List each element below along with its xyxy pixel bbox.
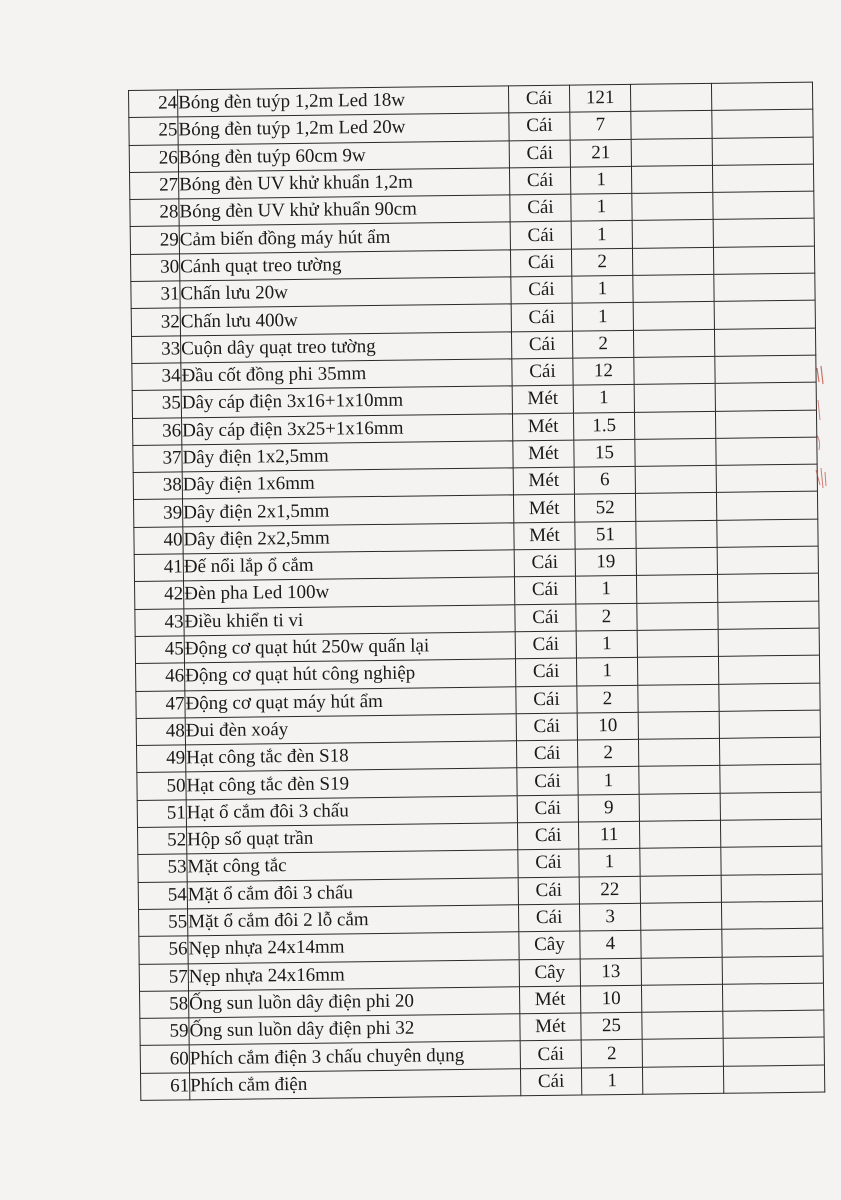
- item-quantity: 7: [570, 112, 631, 140]
- item-quantity: 121: [569, 84, 630, 112]
- empty-cell: [722, 983, 823, 1012]
- empty-cell: [639, 793, 720, 821]
- item-name: Nẹp nhựa 24x16mm: [188, 959, 519, 990]
- row-number: 42: [135, 581, 184, 609]
- item-unit: Cái: [509, 140, 570, 168]
- item-name: Phích cắm điện: [190, 1068, 521, 1099]
- item-quantity: 2: [577, 685, 638, 713]
- item-name: Bóng đèn tuýp 1,2m Led 18w: [178, 86, 509, 117]
- item-quantity: 2: [581, 1040, 642, 1068]
- empty-cell: [640, 902, 721, 930]
- item-name: Dây điện 1x6mm: [182, 468, 513, 499]
- item-name: Động cơ quạt hút 250w quấn lại: [184, 632, 515, 663]
- row-number: 46: [136, 663, 185, 691]
- item-quantity: 11: [578, 821, 639, 849]
- item-quantity: 1: [576, 630, 637, 658]
- item-name: Nẹp nhựa 24x14mm: [188, 932, 519, 963]
- item-quantity: 13: [580, 958, 641, 986]
- empty-cell: [631, 165, 712, 193]
- empty-cell: [722, 956, 823, 985]
- row-number: 57: [139, 963, 188, 991]
- row-number: 54: [138, 881, 187, 909]
- item-name: Dây điện 2x2,5mm: [183, 523, 514, 554]
- empty-cell: [712, 164, 813, 193]
- item-quantity: 1: [579, 849, 640, 877]
- item-name: Mặt ổ cắm đôi 3 chấu: [187, 877, 518, 908]
- item-unit: Cái: [517, 767, 578, 795]
- item-quantity: 19: [575, 548, 636, 576]
- item-quantity: 1: [571, 221, 632, 249]
- item-name: Bóng đèn tuýp 1,2m Led 20w: [178, 113, 509, 144]
- item-quantity: 4: [580, 931, 641, 959]
- empty-cell: [719, 737, 820, 766]
- item-name: Bóng đèn UV khử khuẩn 90cm: [179, 195, 510, 226]
- empty-cell: [638, 711, 719, 739]
- empty-cell: [638, 684, 719, 712]
- empty-cell: [637, 657, 718, 685]
- item-unit: Cái: [518, 877, 579, 905]
- row-number: 33: [132, 336, 181, 364]
- row-number: 40: [134, 527, 183, 555]
- item-name: Động cơ quạt hút công nghiệp: [185, 659, 516, 690]
- item-quantity: 1: [576, 658, 637, 686]
- item-unit: Cây: [519, 959, 580, 987]
- row-number: 39: [134, 499, 183, 527]
- item-quantity: 1: [571, 194, 632, 222]
- item-unit: Mét: [513, 467, 574, 495]
- item-name: Hạt công tắc đèn S18: [186, 741, 517, 772]
- item-name: Phích cắm điện 3 chấu chuyên dụng: [189, 1041, 520, 1072]
- empty-cell: [641, 957, 722, 985]
- empty-cell: [636, 575, 717, 603]
- empty-cell: [720, 819, 821, 848]
- item-name: Ống sun luồn dây điện phi 20: [189, 987, 520, 1018]
- item-quantity: 1: [575, 576, 636, 604]
- empty-cell: [714, 328, 815, 357]
- item-quantity: 1: [570, 166, 631, 194]
- item-quantity: 1: [572, 303, 633, 331]
- item-quantity: 1: [578, 767, 639, 795]
- empty-cell: [635, 438, 716, 466]
- item-unit: Cái: [516, 740, 577, 768]
- row-number: 28: [130, 199, 179, 227]
- item-name: Hộp số quạt trần: [187, 823, 518, 854]
- item-name: Động cơ quạt máy hút ẩm: [185, 686, 516, 717]
- item-name: Cuộn dây quạt treo tường: [181, 332, 512, 363]
- item-unit: Cái: [511, 331, 572, 359]
- item-unit: Cây: [519, 931, 580, 959]
- item-name: Dây điện 1x2,5mm: [182, 441, 513, 472]
- empty-cell: [717, 573, 818, 602]
- row-number: 36: [133, 417, 182, 445]
- row-number: 49: [137, 745, 186, 773]
- empty-cell: [716, 437, 817, 466]
- empty-cell: [632, 193, 713, 221]
- empty-cell: [633, 329, 714, 357]
- empty-cell: [634, 356, 715, 384]
- row-number: 48: [136, 718, 185, 746]
- empty-cell: [723, 1010, 824, 1039]
- empty-cell: [634, 411, 715, 439]
- row-number: 31: [131, 281, 180, 309]
- empty-cell: [637, 602, 718, 630]
- row-number: 30: [131, 254, 180, 282]
- item-unit: Cái: [514, 576, 575, 604]
- item-unit: Cái: [515, 604, 576, 632]
- item-unit: Cái: [510, 249, 571, 277]
- empty-cell: [714, 273, 815, 302]
- empty-cell: [642, 1039, 723, 1067]
- empty-cell: [720, 792, 821, 821]
- row-number: 53: [138, 854, 187, 882]
- empty-cell: [723, 1037, 824, 1066]
- item-quantity: 51: [575, 521, 636, 549]
- item-unit: Cái: [517, 795, 578, 823]
- item-name: Chấn lưu 400w: [180, 304, 511, 335]
- row-number: 25: [129, 117, 178, 145]
- item-name: Bóng đèn tuýp 60cm 9w: [178, 140, 509, 171]
- row-number: 50: [137, 772, 186, 800]
- item-unit: Mét: [513, 495, 574, 523]
- row-number: 35: [132, 390, 181, 418]
- empty-cell: [723, 1065, 824, 1094]
- item-name: Hạt công tắc đèn S19: [186, 768, 517, 799]
- item-unit: Cái: [516, 713, 577, 741]
- empty-cell: [713, 219, 814, 248]
- item-quantity: 3: [579, 903, 640, 931]
- item-name: Dây cáp điện 3x25+1x16mm: [182, 413, 513, 444]
- item-unit: Cái: [518, 904, 579, 932]
- item-quantity: 1: [572, 275, 633, 303]
- row-number: 43: [135, 608, 184, 636]
- item-unit: Cái: [518, 849, 579, 877]
- item-quantity: 10: [577, 712, 638, 740]
- empty-cell: [631, 111, 712, 139]
- empty-cell: [634, 384, 715, 412]
- empty-cell: [641, 930, 722, 958]
- item-quantity: 9: [578, 794, 639, 822]
- item-quantity: 1: [581, 1067, 642, 1095]
- item-unit: Cái: [511, 303, 572, 331]
- item-name: Ống sun luồn dây điện phi 32: [189, 1014, 520, 1045]
- item-name: Đế nổi lắp ổ cắm: [183, 550, 514, 581]
- empty-cell: [640, 848, 721, 876]
- empty-cell: [713, 246, 814, 275]
- item-quantity: 12: [573, 357, 634, 385]
- empty-cell: [633, 274, 714, 302]
- item-quantity: 21: [570, 139, 631, 167]
- empty-cell: [632, 220, 713, 248]
- item-unit: Cái: [515, 658, 576, 686]
- item-unit: Mét: [512, 413, 573, 441]
- empty-cell: [639, 820, 720, 848]
- row-number: 37: [133, 445, 182, 473]
- row-number: 51: [137, 800, 186, 828]
- item-name: Hạt ổ cắm đôi 3 chấu: [186, 796, 517, 827]
- empty-cell: [715, 355, 816, 384]
- item-name: Dây cáp điện 3x16+1x10mm: [181, 386, 512, 417]
- empty-cell: [719, 683, 820, 712]
- item-unit: Mét: [519, 986, 580, 1014]
- item-name: Điều khiển ti vi: [184, 604, 515, 635]
- item-name: Cảm biến đồng máy hút ẩm: [179, 222, 510, 253]
- row-number: 34: [132, 363, 181, 391]
- empty-cell: [721, 846, 822, 875]
- margin-handwriting-marks: [811, 360, 833, 510]
- item-unit: Cái: [508, 85, 569, 113]
- row-number: 47: [136, 690, 185, 718]
- row-number: 52: [138, 827, 187, 855]
- empty-cell: [712, 109, 813, 138]
- empty-cell: [640, 875, 721, 903]
- empty-cell: [718, 655, 819, 684]
- item-name: Chấn lưu 20w: [180, 277, 511, 308]
- empty-cell: [637, 629, 718, 657]
- item-quantity: 1.5: [573, 412, 634, 440]
- item-unit: Cái: [510, 194, 571, 222]
- row-number: 26: [129, 144, 178, 172]
- item-name: Đèn pha Led 100w: [184, 577, 515, 608]
- row-number: 60: [140, 1045, 189, 1073]
- empty-cell: [717, 546, 818, 575]
- empty-cell: [642, 1066, 723, 1094]
- row-number: 29: [130, 226, 179, 254]
- item-name: Mặt ổ cắm đôi 2 lỗ cắm: [188, 905, 519, 936]
- empty-cell: [718, 628, 819, 657]
- empty-cell: [641, 984, 722, 1012]
- empty-cell: [715, 382, 816, 411]
- item-quantity: 2: [572, 330, 633, 358]
- row-number: 56: [139, 936, 188, 964]
- empty-cell: [716, 492, 817, 521]
- item-quantity: 1: [573, 385, 634, 413]
- item-unit: Cái: [520, 1040, 581, 1068]
- item-unit: Mét: [513, 440, 574, 468]
- empty-cell: [714, 300, 815, 329]
- empty-cell: [722, 928, 823, 957]
- empty-cell: [715, 410, 816, 439]
- item-unit: Mét: [520, 1013, 581, 1041]
- item-unit: Mét: [514, 522, 575, 550]
- empty-cell: [631, 138, 712, 166]
- materials-table: [128, 82, 825, 1101]
- item-name: Bóng đèn UV khử khuẩn 1,2m: [179, 168, 510, 199]
- materials-table-body: [129, 82, 825, 1100]
- item-unit: Mét: [512, 385, 573, 413]
- item-unit: Cái: [517, 822, 578, 850]
- row-number: 61: [141, 1073, 190, 1101]
- empty-cell: [721, 901, 822, 930]
- empty-cell: [630, 83, 711, 111]
- row-number: 32: [131, 308, 180, 336]
- empty-cell: [712, 137, 813, 166]
- item-name: Cánh quạt treo tường: [180, 250, 511, 281]
- item-quantity: 52: [574, 494, 635, 522]
- item-unit: Cái: [514, 549, 575, 577]
- row-number: 58: [140, 991, 189, 1019]
- empty-cell: [633, 302, 714, 330]
- item-name: Dây điện 2x1,5mm: [183, 495, 514, 526]
- item-name: Đầu cốt đồng phi 35mm: [181, 359, 512, 390]
- item-unit: Cái: [509, 112, 570, 140]
- empty-cell: [720, 765, 821, 794]
- item-unit: Cái: [509, 167, 570, 195]
- empty-cell: [636, 520, 717, 548]
- empty-cell: [638, 738, 719, 766]
- row-number: 59: [140, 1018, 189, 1046]
- item-name: Đui đèn xoáy: [185, 714, 516, 745]
- item-quantity: 2: [577, 739, 638, 767]
- item-quantity: 2: [576, 603, 637, 631]
- item-quantity: 22: [579, 876, 640, 904]
- item-unit: Cái: [520, 1068, 581, 1096]
- item-unit: Cái: [512, 358, 573, 386]
- empty-cell: [721, 874, 822, 903]
- row-number: 55: [139, 909, 188, 937]
- empty-cell: [719, 710, 820, 739]
- row-number: 41: [134, 554, 183, 582]
- empty-cell: [716, 464, 817, 493]
- item-quantity: 6: [574, 466, 635, 494]
- item-unit: Cái: [510, 222, 571, 250]
- item-unit: Cái: [515, 631, 576, 659]
- row-number: 24: [129, 90, 178, 118]
- row-number: 45: [135, 636, 184, 664]
- item-unit: Cái: [516, 686, 577, 714]
- empty-cell: [711, 82, 812, 111]
- item-quantity: 2: [571, 248, 632, 276]
- row-number: 27: [130, 172, 179, 200]
- empty-cell: [718, 601, 819, 630]
- empty-cell: [642, 1011, 723, 1039]
- empty-cell: [635, 493, 716, 521]
- empty-cell: [639, 766, 720, 794]
- empty-cell: [635, 465, 716, 493]
- item-unit: Cái: [511, 276, 572, 304]
- item-quantity: 10: [580, 985, 641, 1013]
- item-quantity: 15: [574, 439, 635, 467]
- item-quantity: 25: [581, 1012, 642, 1040]
- row-number: 38: [133, 472, 182, 500]
- empty-cell: [717, 519, 818, 548]
- item-name: Mặt công tắc: [187, 850, 518, 881]
- empty-cell: [713, 191, 814, 220]
- empty-cell: [632, 247, 713, 275]
- empty-cell: [636, 547, 717, 575]
